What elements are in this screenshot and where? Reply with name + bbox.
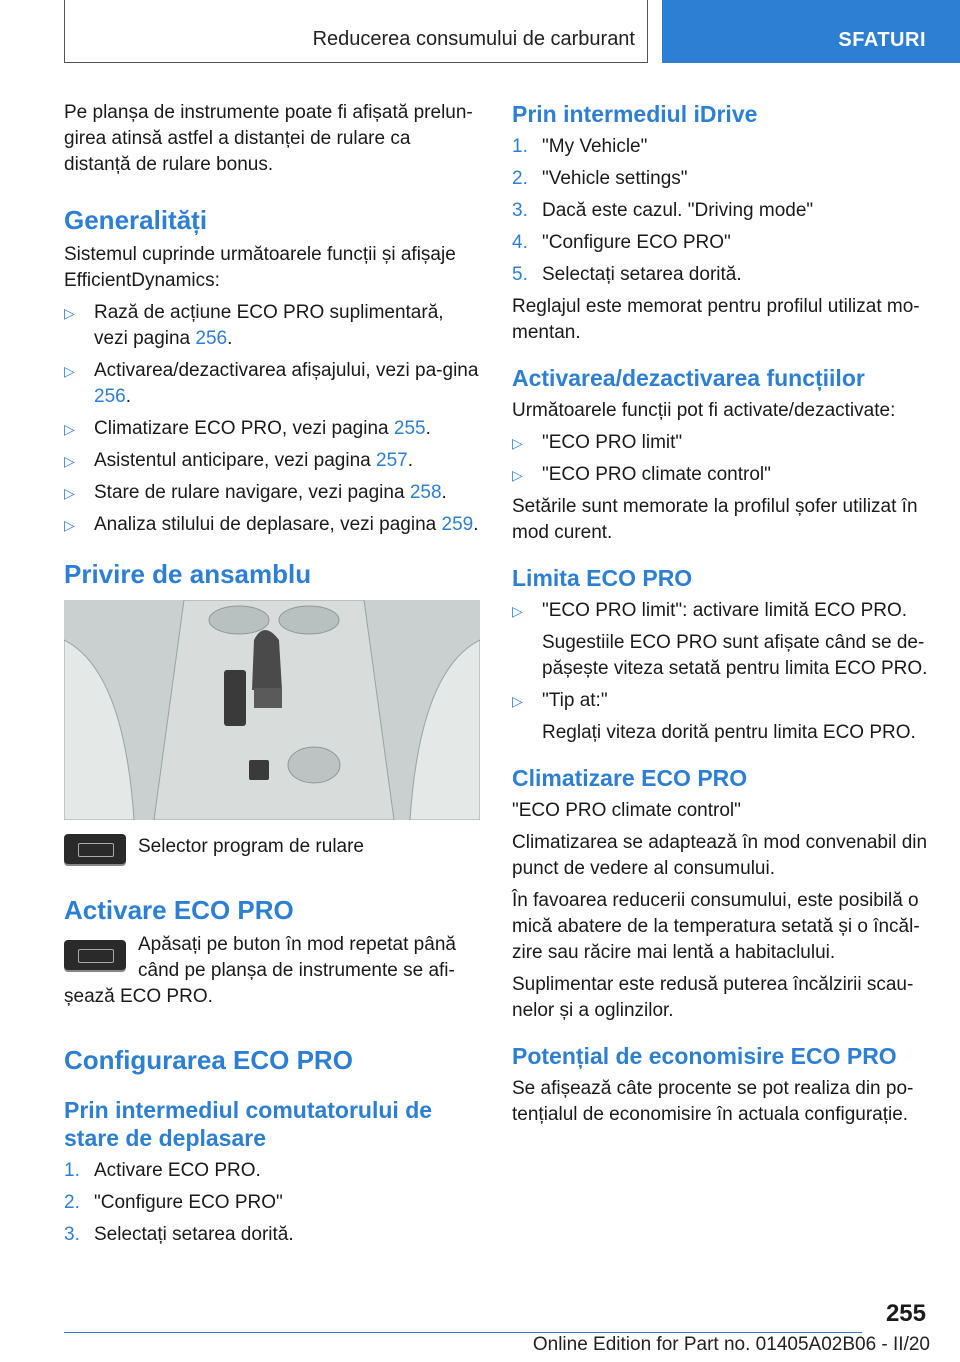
climate-p4: Suplimentar este redusă puterea încălzirii scau-nelor și a oglinzilor. <box>512 974 914 1021</box>
activate-text: Apăsați pe buton în mod repetat până când pe planșa de instrumente se afi-șează ECO PRO. <box>64 934 456 1007</box>
triangle-bullet-icon: ▷ <box>64 453 75 469</box>
activate-block <box>64 932 482 1010</box>
functions-list <box>512 430 930 488</box>
left-column <box>64 100 482 1254</box>
list-item: 3. Selectați setarea dorită. <box>64 1224 294 1245</box>
header-section: SFATURI <box>838 29 926 51</box>
drive-mode-button-icon <box>64 940 126 970</box>
center-console-illustration <box>64 600 480 820</box>
limit-list <box>512 598 930 746</box>
idrive-note: Reglajul este memorat pentru profilul utilizat mo-mentan. <box>512 296 920 343</box>
limit-title: Limita ECO PRO <box>512 565 693 591</box>
list-item: ▷ "ECO PRO climate control" <box>512 462 930 488</box>
switch-title: Prin intermediul comutatorului de stare de deplasare <box>64 1097 433 1151</box>
selector-legend <box>64 834 482 866</box>
general-text: Sistemul cuprinde următoarele funcții și afișaje EfficientDynamics: <box>64 244 456 291</box>
potential-title: Potențial de economisire ECO PRO <box>512 1043 897 1069</box>
list-item: 5. Selectați setarea dorită. <box>512 264 742 285</box>
config-title: Configurarea ECO PRO <box>64 1045 353 1075</box>
selector-caption: Selector program de rulare <box>138 836 364 857</box>
list-item: 1. Activare ECO PRO. <box>64 1160 261 1181</box>
triangle-bullet-icon: ▷ <box>64 305 75 321</box>
edition-footer: Online Edition for Part no. 01405A02B06 - II/20 <box>532 1334 930 1355</box>
header-section-tab <box>662 0 960 63</box>
list-item: ▷ Asistentul anticipare, vezi pagina 257. <box>64 448 482 474</box>
climate-title: Climatizare ECO PRO <box>512 765 748 791</box>
list-item: ▷ Rază de acțiune ECO PRO suplimentară, vezi pagina 256. <box>64 302 444 349</box>
functions-title: Activarea/dezactivarea funcțiilor <box>512 365 865 391</box>
triangle-bullet-icon: ▷ <box>512 603 523 619</box>
list-item: 1. "My Vehicle" <box>512 136 648 157</box>
triangle-bullet-icon: ▷ <box>512 467 523 483</box>
climate-p2: Climatizarea se adaptează în mod convenabil din punct de vedere al consumului. <box>512 832 928 879</box>
page-link[interactable]: 255 <box>393 418 426 439</box>
list-item: ▷ Activarea/dezactivarea afișajului, vezi pa-gina 256. <box>64 360 479 407</box>
list-item: 4. "Configure ECO PRO" <box>512 232 731 253</box>
idrive-steps <box>512 134 930 288</box>
list-item: 3. Dacă este cazul. "Driving mode" <box>512 200 814 221</box>
list-item: ▷ "ECO PRO limit" <box>512 430 930 456</box>
page-link[interactable]: 256 <box>195 328 228 349</box>
center-console-drawing <box>64 600 480 820</box>
list-item: 2. "Configure ECO PRO" <box>64 1192 283 1213</box>
functions-note: Setările sunt memorate la profilul șofer utilizat în mod curent. <box>512 496 918 543</box>
header-title-box <box>64 0 648 63</box>
general-list <box>64 300 482 538</box>
idrive-title: Prin intermediul iDrive <box>512 101 758 127</box>
page-link[interactable]: 257 <box>376 450 408 471</box>
list-item: ▷ "ECO PRO limit": activare limită ECO PRO. Sugestiile ECO PRO sunt afișate când se de-pășește viteza setată pentru limita ECO PRO. <box>512 600 928 679</box>
overview-title: Privire de ansamblu <box>64 559 312 589</box>
climate-p3: În favoarea reducerii consumului, este posibilă o mică abatere de la temperatura setată și o încăl-zire sau răcire mai lentă a habitaclului. <box>512 890 920 963</box>
triangle-bullet-icon: ▷ <box>512 693 523 709</box>
list-item: ▷ Analiza stilului de deplasare, vezi pagina 259. <box>64 512 482 538</box>
switch-steps <box>64 1158 482 1248</box>
right-column <box>512 100 930 1134</box>
triangle-bullet-icon: ▷ <box>64 421 75 437</box>
page-link[interactable]: 256 <box>94 386 126 407</box>
triangle-bullet-icon: ▷ <box>64 363 75 379</box>
list-item: 2. "Vehicle settings" <box>512 168 688 189</box>
list-item: ▷ Climatizare ECO PRO, vezi pagina 255. <box>64 416 482 442</box>
page-number: 255 <box>885 1300 926 1327</box>
triangle-bullet-icon: ▷ <box>512 435 523 451</box>
list-item: ▷ Stare de rulare navigare, vezi pagina 258. <box>64 480 482 506</box>
activate-title: Activare ECO PRO <box>64 895 294 925</box>
page-link[interactable]: 258 <box>409 482 442 503</box>
triangle-bullet-icon: ▷ <box>64 517 75 533</box>
potential-text: Se afișează câte procente se pot realiza din po-tențialul de economisire în actuala configurație. <box>512 1078 914 1125</box>
general-title: Generalități <box>64 205 208 235</box>
list-item: ▷ "Tip at:" Reglați viteza dorită pentru limita ECO PRO. <box>512 690 916 743</box>
functions-text: Următoarele funcții pot fi activate/dezactivate: <box>512 400 896 421</box>
drive-mode-button-icon <box>64 834 126 864</box>
header-title: Reducerea consumului de carburant <box>312 28 635 50</box>
intro-text: Pe planșa de instrumente poate fi afișată prelun-girea atinsă astfel a distanței de rulare ca distanță de rulare bonus. <box>64 102 473 175</box>
page-link[interactable]: 259 <box>441 514 474 535</box>
climate-p1: "ECO PRO climate control" <box>512 800 741 821</box>
footer-divider <box>64 1332 862 1333</box>
triangle-bullet-icon: ▷ <box>64 485 75 501</box>
